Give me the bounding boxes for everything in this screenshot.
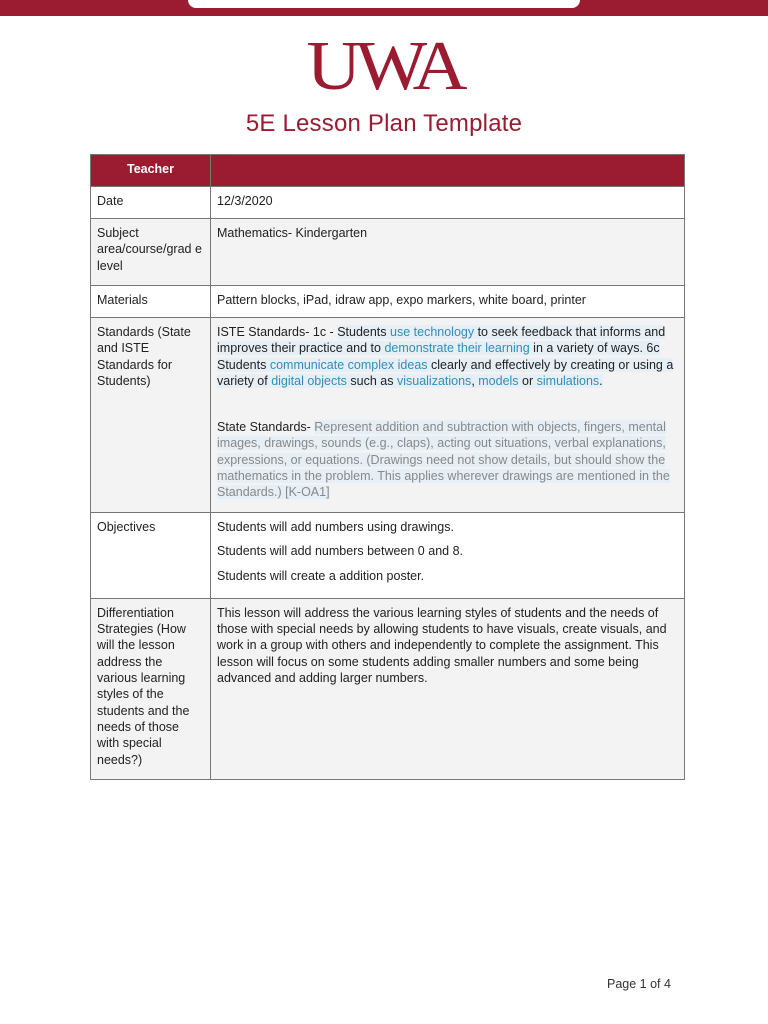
- iste-standards-text: [217, 324, 678, 389]
- table-row-materials: [91, 286, 685, 318]
- objectives-value: [211, 513, 685, 599]
- iste-prefix: ISTE Standards- 1c -: [217, 325, 338, 339]
- materials-value: Pattern blocks, iPad, idraw app, expo markers, white board, printer: [211, 286, 685, 318]
- table-row-objectives: [91, 513, 685, 599]
- state-standards-text: [217, 419, 678, 500]
- state-standards-body: Represent addition and subtraction with objects, fingers, mental images, drawings, sounds (e.g., claps), acting out situations, verbal explanations, expressions, or equations. (Drawings need not show details, but should show the mathematics in the problem. This applies wherever drawings are mentioned in the Standards.) [K-OA1]: [217, 420, 670, 500]
- iste-link[interactable]: use technology: [390, 325, 475, 339]
- top-banner-tab: [188, 0, 580, 8]
- iste-text: .: [599, 373, 603, 388]
- iste-text: Students: [337, 325, 391, 339]
- table-row-subject: [91, 219, 685, 286]
- table-row-date: [91, 187, 685, 219]
- iste-link[interactable]: digital objects: [271, 373, 347, 388]
- iste-link[interactable]: visualizations: [396, 373, 472, 388]
- standards-label: Standards (State and ISTE Standards for Students): [91, 318, 211, 513]
- iste-link[interactable]: communicate complex ideas: [269, 357, 428, 372]
- teacher-label: Teacher: [91, 155, 211, 187]
- objective-item: Students will create a addition poster.: [217, 568, 425, 583]
- iste-link[interactable]: simulations: [536, 373, 600, 388]
- iste-text: ,: [471, 373, 479, 388]
- iste-text: to seek feedback that informs and improves their practice and to: [217, 325, 666, 356]
- standards-value: [211, 318, 685, 513]
- date-value: 12/3/2020: [211, 187, 685, 219]
- differentiation-value: This lesson will address the various learning styles of students and the needs of those with special needs by allowing students to have visuals, create visuals, and work in a group with others and independently to complete the assignment. This lesson will focus on some students adding smaller numbers and some being advanced and adding larger numbers.: [211, 598, 685, 779]
- subject-label: Subject area/course/grad e level: [91, 219, 211, 286]
- lesson-plan-table: [90, 154, 685, 780]
- iste-text: clearly and effectively by creating or using a variety of: [217, 357, 674, 388]
- objective-item: Students will add numbers using drawings.: [217, 520, 454, 534]
- state-standards-label: State Standards-: [217, 420, 315, 435]
- date-label: Date: [91, 187, 211, 219]
- table-row-teacher: [91, 155, 685, 187]
- subject-value: Mathematics- Kindergarten: [211, 219, 685, 286]
- differentiation-label: Differentiation Strategies (How will the lesson address the various learning styles of the students and the needs of those with special needs?): [91, 598, 211, 779]
- table-row-differentiation: [91, 598, 685, 779]
- iste-text: in a variety of ways. 6c Students: [217, 341, 660, 372]
- teacher-value: [211, 155, 685, 187]
- page-number: Page 1 of 4: [607, 977, 671, 991]
- iste-text: or: [518, 373, 537, 388]
- materials-label: Materials: [91, 286, 211, 318]
- iste-link[interactable]: models: [478, 373, 519, 388]
- iste-text: such as: [346, 373, 397, 388]
- objectives-label: Objectives: [91, 513, 211, 599]
- iste-link[interactable]: demonstrate their learning: [384, 341, 530, 356]
- objective-item: Students will add numbers between 0 and 8.: [217, 544, 463, 559]
- table-row-standards: [91, 318, 685, 513]
- page-title: 5E Lesson Plan Template: [245, 110, 523, 137]
- uwa-logo: UWA: [306, 27, 462, 105]
